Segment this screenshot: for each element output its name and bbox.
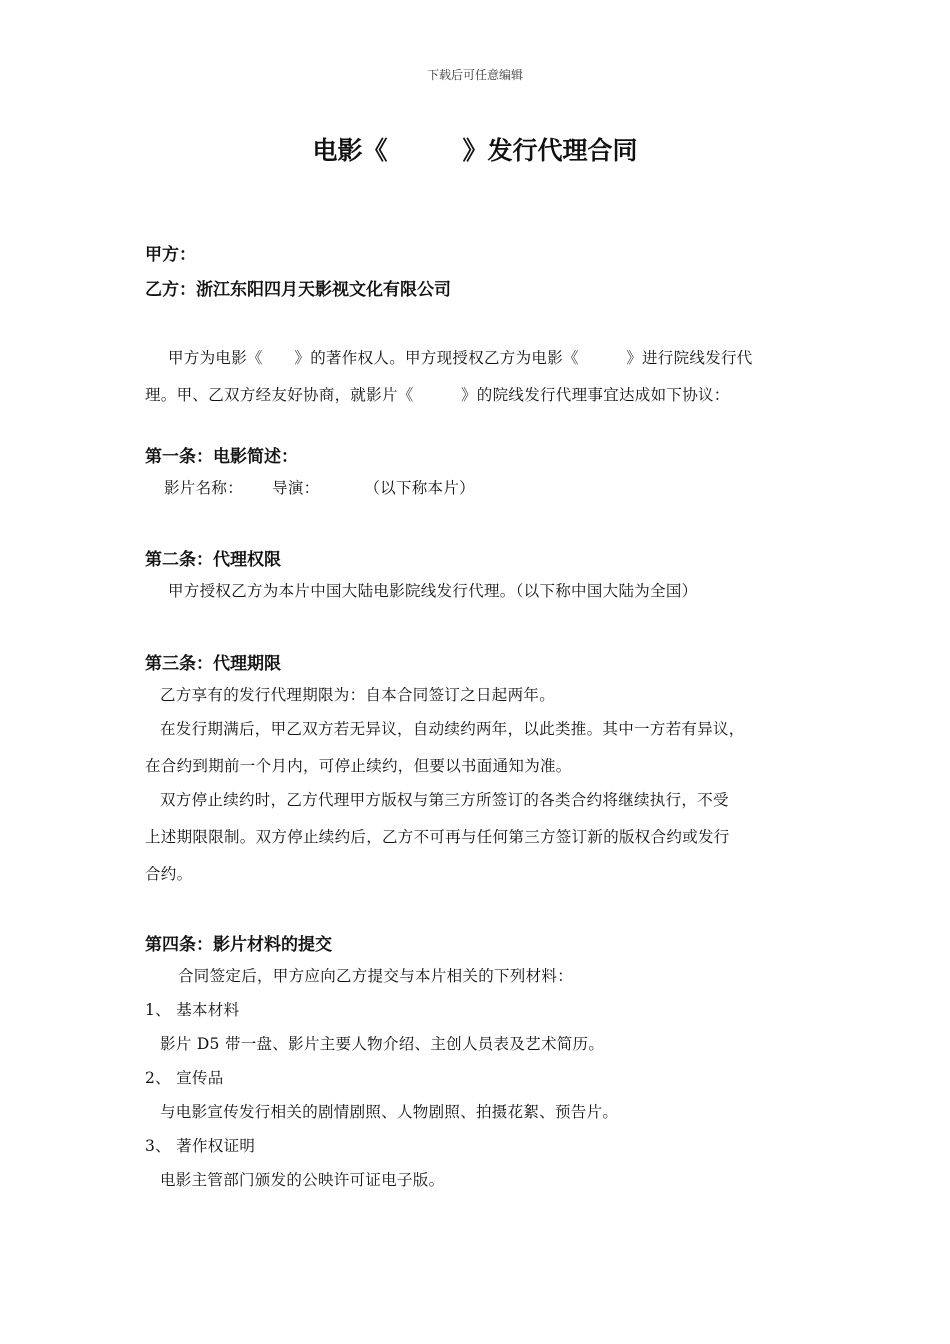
- section-3-line: 在发行期满后，甲乙双方若无异议，自动续约两年，以此类推。其中一方若有异议，: [160, 720, 745, 738]
- section-3-line: 上述期限限制。双方停止续约后，乙方不可再与任何第三方签订新的版权合约或发行: [145, 828, 730, 846]
- section-4-item-heading: 2、 宣传品: [145, 1069, 224, 1087]
- section-3-line: 在合约到期前一个月内，可停止续约，但要以书面通知为准。: [145, 757, 572, 775]
- section-3-line: 双方停止续约时，乙方代理甲方版权与第三方所签订的各类合约将继续执行，不受: [160, 791, 729, 809]
- intro-line-2: 理。甲、乙双方经友好协商，就影片《 》的院线发行代理事宜达成如下协议：: [145, 386, 730, 404]
- section-4-line: 与电影宣传发行相关的剧情剧照、人物剧照、拍摄花絮、预告片。: [160, 1103, 619, 1121]
- section-4-line: 合同签定后，甲方应向乙方提交与本片相关的下列材料：: [178, 967, 574, 985]
- section-4-item-heading: 1、 基本材料: [145, 1001, 240, 1019]
- section-2-heading: 第二条：代理权限: [145, 550, 281, 570]
- section-4-item-heading: 3、 著作权证明: [145, 1137, 256, 1155]
- intro-line-1: 甲方为电影《 》的著作权人。甲方现授权乙方为电影《 》进行院线发行代: [168, 349, 753, 367]
- party-a: 甲方：: [145, 245, 196, 265]
- section-1-heading: 第一条：电影简述：: [145, 447, 298, 467]
- document-title: 电影《 》发行代理合同: [312, 136, 638, 165]
- section-3-heading: 第三条：代理期限: [145, 654, 281, 674]
- party-b: 乙方：浙江东阳四月天影视文化有限公司: [145, 280, 451, 300]
- section-1-line: 影片名称： 导演： （以下称本片）: [164, 479, 475, 497]
- section-3-line: 乙方享有的发行代理期限为：自本合同签订之日起两年。: [160, 686, 556, 704]
- section-2-line: 甲方授权乙方为本片中国大陆电影院线发行代理。（以下称中国大陆为全国）: [168, 582, 698, 600]
- section-4-heading: 第四条：影片材料的提交: [145, 935, 332, 955]
- section-4-line: 影片 D5 带一盘、影片主要人物介绍、主创人员表及艺术简历。: [160, 1035, 605, 1053]
- section-3-line: 合约。: [145, 865, 193, 883]
- section-4-line: 电影主管部门颁发的公映许可证电子版。: [160, 1171, 445, 1189]
- page-header: 下载后可任意编辑: [426, 68, 523, 82]
